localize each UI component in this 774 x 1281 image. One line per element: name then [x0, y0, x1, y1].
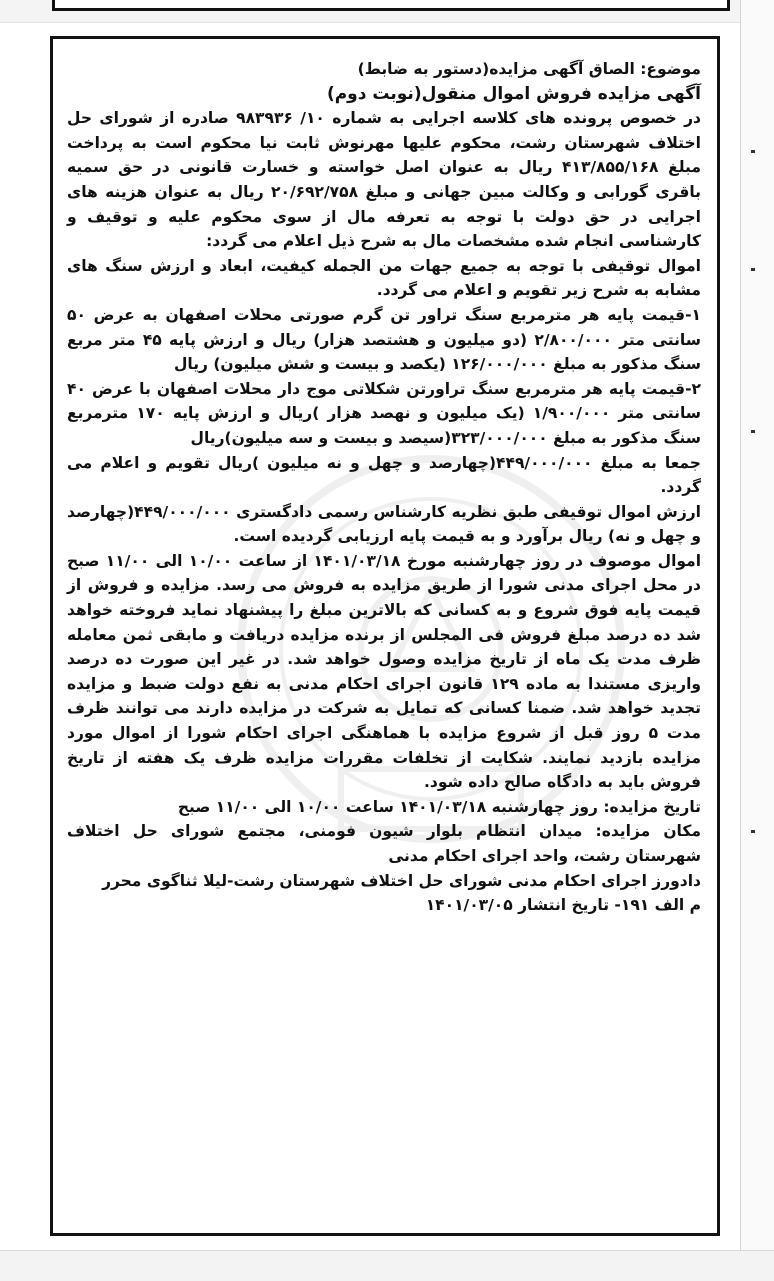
publication-footer: م الف ۱۹۱- تاریخ انتشار ۱۴۰۱/۰۳/۰۵ [425, 896, 701, 915]
bottom-page-strip [0, 1250, 774, 1281]
edge-mark [751, 430, 755, 433]
edge-mark [751, 150, 755, 153]
item-2-paragraph: ۲-قیمت پایه هر مترمربع سنگ تراورتن شکلاتی موج دار محلات اصفهان با عرض ۴۰ سانتی متر ۱/۹۰۰/۰۰۰ (یک میلیون و نهصد هزار )ریال و ارزش پایه ۱۷۰ مترمربع سنگ مذکور به مبلغ ۳۲۳/۰۰۰/۰۰۰(سیصد و بیست و سه میلیون)ریال [67, 379, 702, 447]
case-paragraph: در خصوص پرونده های کلاسه اجرایی به شماره ۱۰/ ۹۸۳۹۳۶ صادره از شورای حل اختلاف شهرستان رشت، محکوم علیها مهرنوش ثابت نیا محکوم است به پرداخت مبلغ ۴۱۳/۸۵۵/۱۶۸ ریال به عنوان اصل خواسته و خسارت قانونی در حق سمیه باقری گورابی و وکالت مبین جهانی و مبلغ ۲۰/۶۹۲/۷۵۸ ریال به عنوان هزینه های اجرایی در حق دولت با توجه به تعرفه مال از سوی محکوم علیه و توقیف و کارشناسی انجام شده مشخصات مال به شرح ذیل اعلام می گردد: [67, 109, 701, 251]
auction-date: تاریخ مزایده: روز چهارشنبه ۱۴۰۱/۰۳/۱۸ ساعت ۱۰/۰۰ الی ۱۱/۰۰ صبح [177, 797, 701, 816]
seized-goods-paragraph: اموال توقیفی با توجه به جمیع جهات من الجمله کیفیت، ابعاد و ارزش سنگ های مشابه به شرح زیر تقویم و اعلام می گردد. [67, 256, 701, 300]
edge-mark [751, 830, 755, 833]
notice-title: آگهی مزایده فروش اموال منقول(نوبت دوم) [326, 83, 701, 104]
bailiff-signature: دادورز اجرای احکام مدنی شورای حل اختلاف شهرستان رشت-لیلا ثناگوی محرر [102, 871, 701, 890]
edge-mark [751, 268, 755, 271]
total-paragraph: جمعا به مبلغ ۴۴۹/۰۰۰/۰۰۰(چهارصد و چهل و نه میلیون )ریال تقویم و اعلام می گردد. [67, 453, 701, 497]
previous-notice-frame [52, 0, 730, 11]
notice-text [67, 57, 701, 918]
top-page-strip [0, 0, 774, 23]
auction-notice [50, 36, 720, 1236]
neighbor-column-edge [740, 0, 774, 1280]
item-1-paragraph: ۱-قیمت پایه هر مترمربع سنگ تراور تن گرم صورتی محلات اصفهان به عرض ۵۰ سانتی متر ۲/۸۰۰/۰۰۰ (دو میلیون و هشتصد هزار) ریال و ارزش پایه ۴۵ متر مربع سنگ مذکور به مبلغ ۱۲۶/۰۰۰/۰۰۰ (یکصد و بیست و شش میلیون) ریال [67, 305, 701, 374]
valuation-paragraph: ارزش اموال توقیفی طبق نظریه کارشناس رسمی دادگستری ۴۴۹/۰۰۰/۰۰۰(چهارصد و چهل و نه) ریال برآورد و به قیمت پایه ارزیابی گردیده است. [67, 502, 701, 546]
auction-place: مکان مزایده: میدان انتظام بلوار شیون فومنی، مجتمع شورای حل اختلاف شهرستان رشت، واحد اجرای احکام مدنی [67, 822, 701, 865]
notice-subject: موضوع: الصاق آگهی مزایده(دستور به ضابط) [357, 60, 701, 78]
auction-terms-paragraph: اموال موصوف در روز چهارشنبه مورخ ۱۴۰۱/۰۳/۱۸ از ساعت ۱۰/۰۰ الی ۱۱/۰۰ صبح در محل اجرای مدنی شورا از طریق مزایده به فروش می رسد. مزایده و فروش از قیمت پایه فوق شروع و به کسانی که بالاترین مبلغ را پیشنهاد نماید فروخته خواهد شد ده درصد مبلغ فروش فی المجلس از برنده مزایده دریافت و مابقی ثمن معامله ظرف مدت یک ماه از تاریخ مزایده وصول خواهد شد. در غیر این صورت ده درصد واریزی مستندا به ماده ۱۲۹ قانون اجرای احکام مدنی به نفع دولت ضبط و مزایده تجدید خواهد شد. ضمنا کسانی که تمایل به شرکت در مزایده دارند می توانند ظرف مدت ۵ روز قبل از شروع مزایده با هماهنگی اجرای احکام شورا از اموال مورد مزایده بازدید نمایند. شکایت از تخلفات مقررات مزایده ظرف یک هفته از تاریخ فروش باید به دادگاه صالح داده شود. [67, 551, 702, 792]
